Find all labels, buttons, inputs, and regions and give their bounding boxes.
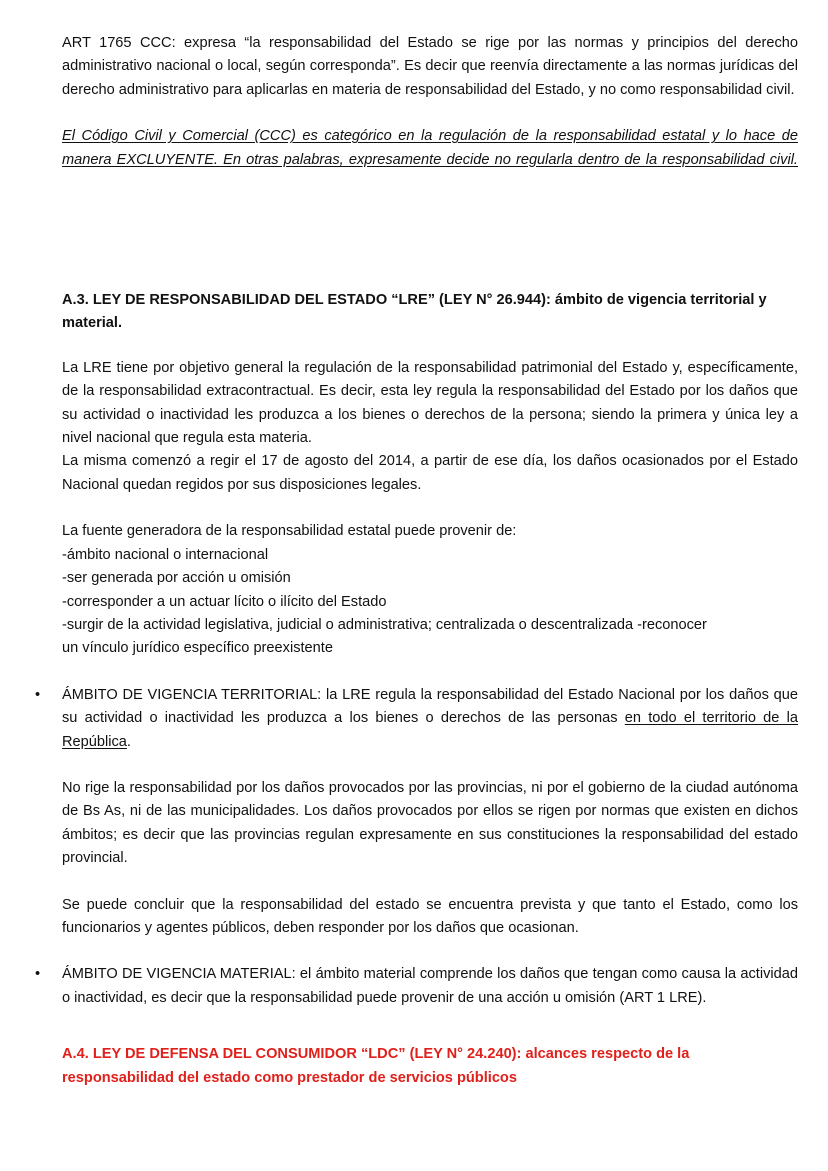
sources-list-item: -ámbito nacional o internacional	[62, 546, 269, 563]
sources-list-item: -surgir de la actividad legislativa, judicial o administrativa; centralizada o descentralizada -reconocer	[62, 616, 707, 633]
lre-start-date-paragraph: La misma comenzó a regir el 17 de agosto del 2014, a partir de ese día, los daños ocasionados por el Estado Nacional quedan regidos por sus disposiciones legales.	[62, 453, 798, 493]
ccc-emphasis-paragraph: El Código Civil y Comercial (CCC) es categórico en la regulación de la responsabilidad estatal y lo hace de manera EXCLUYENTE. En otras palabras, expresamente decide no regularla dentro de la responsabilidad civil.	[62, 128, 798, 168]
bullet-icon: •	[35, 686, 41, 703]
bullet-icon: •	[35, 966, 41, 983]
provinces-paragraph: No rige la responsabilidad por los daños provocados por las provincias, ni por el gobierno de la ciudad autónoma de Bs As, ni de las municipalidades. Los daños provocados por ellos se rigen por normas que existen en dichos ámbitos; es decir que las provincias regulan expresamente en sus constituciones la responsabilidad del estado provincial.	[62, 779, 798, 867]
sources-list-item: un vínculo jurídico específico preexistente	[62, 640, 333, 657]
territorial-scope-item	[35, 684, 798, 754]
sources-list-item: -ser generada por acción u omisión	[62, 570, 291, 587]
art-1765-paragraph: ART 1765 CCC: expresa “la responsabilidad del Estado se rige por las normas y principios del derecho administrativo nacional o local, según corresponda”. Es decir que reenvía directamente a las normas jurídicas del derecho administrativo para aplicarlas en materia de responsabilidad del Estado, y no como responsabilidad civil.	[62, 35, 798, 98]
sources-list-item: -corresponder a un actuar lícito o ilícito del Estado	[62, 593, 387, 610]
sources-intro: La fuente generadora de la responsabilidad estatal puede provenir de:	[62, 523, 517, 540]
conclusion-paragraph: Se puede concluir que la responsabilidad del estado se encuentra prevista y que tanto el Estado, como los funcionarios y agentes públicos, deben responder por los daños que ocasionan.	[62, 896, 798, 936]
section-a3-heading: A.3. LEY DE RESPONSABILIDAD DEL ESTADO “LRE” (LEY N° 26.944): ámbito de vigencia territorial y material.	[62, 292, 767, 332]
territorial-text: ÁMBITO DE VIGENCIA TERRITORIAL: la LRE regula la responsabilidad del Estado Nacional por los daños que su actividad o inactividad les produzca a los bienes o derechos de las personas	[62, 686, 798, 727]
territorial-text-end: .	[126, 733, 131, 750]
lre-objective-paragraph: La LRE tiene por objetivo general la regulación de la responsabilidad patrimonial del Estado y, específicamente, de la responsabilidad extracontractual. Es decir, esta ley regula la responsabilidad del Estado por los daños que su actividad o inactividad les produzca a los bienes o derechos de la persona; siendo la primera y única ley a nivel nacional que regula esta materia.	[62, 359, 798, 447]
material-scope-item	[35, 963, 798, 1010]
territorial-underlined-text: en todo el territorio de la República	[62, 710, 798, 750]
section-a4-heading: A.4. LEY DE DEFENSA DEL CONSUMIDOR “LDC” (LEY N° 24.240): alcances respecto de la responsabilidad del estado como prestador de servicios públicos	[62, 1046, 690, 1086]
material-scope-paragraph: ÁMBITO DE VIGENCIA MATERIAL: el ámbito material comprende los daños que tengan como causa la actividad o inactividad, es decir que la responsabilidad puede provenir de una acción u omisión (ART 1 LRE).	[62, 966, 798, 1006]
territorial-scope-paragraph	[62, 684, 798, 754]
document-page	[35, 32, 798, 1090]
